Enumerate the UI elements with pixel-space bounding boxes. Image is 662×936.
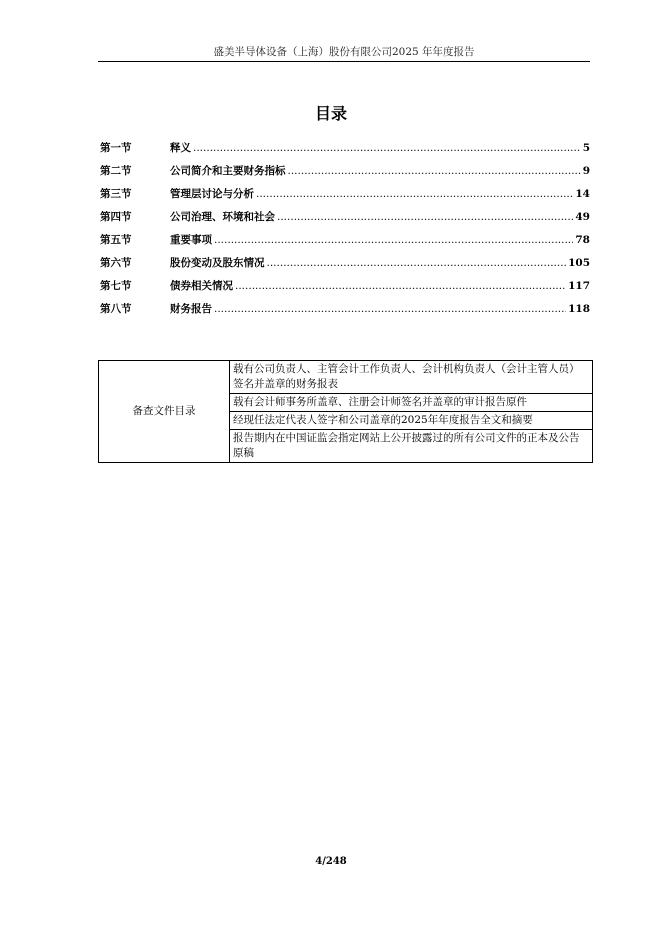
table-row — [99, 361, 593, 394]
toc-page-number: 118 — [568, 303, 590, 315]
toc-leader-dots — [214, 303, 566, 315]
toc-section-number: 第六节 — [100, 257, 132, 269]
toc-page-number: 5 — [582, 142, 590, 154]
toc-entry[interactable] — [100, 140, 590, 160]
page-header: 盛美半导体设备（上海）股份有限公司2025 年年度报告 — [213, 46, 475, 58]
header-rule — [98, 61, 590, 62]
toc-leader-dots — [277, 211, 573, 223]
toc-entry[interactable] — [100, 255, 590, 275]
reference-document-item: 载有会计师事务所盖章、注册会计师签名并盖章的审计报告原件 — [230, 394, 593, 412]
toc-page-number: 14 — [575, 188, 590, 200]
toc-page-number: 105 — [568, 257, 590, 269]
toc-page-number: 49 — [575, 211, 590, 223]
toc-section-number: 第七节 — [100, 280, 132, 292]
toc-leader-dots — [256, 188, 573, 200]
toc-leader-dots — [193, 142, 581, 154]
toc-section-number: 第五节 — [100, 234, 132, 246]
toc-section-number: 第二节 — [100, 165, 132, 177]
toc-title: 目录 — [314, 104, 347, 123]
reference-documents-table — [98, 360, 593, 463]
toc-entry[interactable] — [100, 209, 590, 229]
toc-section-number: 第三节 — [100, 188, 132, 200]
toc-entry[interactable] — [100, 232, 590, 252]
toc-section-number: 第四节 — [100, 211, 132, 223]
toc-section-name: 管理层讨论与分析 — [170, 188, 254, 200]
toc-section-number: 第八节 — [100, 303, 132, 315]
toc-leader-dots — [214, 234, 573, 246]
toc-section-name: 债券相关情况 — [170, 280, 233, 292]
reference-documents-label: 备查文件目录 — [99, 361, 230, 463]
toc-section-name: 释义 — [170, 142, 191, 154]
toc-entry[interactable] — [100, 278, 590, 298]
page-number: 4/248 — [315, 856, 347, 867]
toc-leader-dots — [235, 280, 566, 292]
toc-page-number: 78 — [575, 234, 590, 246]
reference-document-item: 经现任法定代表人签字和公司盖章的2025年年度报告全文和摘要 — [230, 412, 593, 430]
toc-section-name: 公司简介和主要财务指标 — [170, 165, 286, 177]
toc-section-name: 公司治理、环境和社会 — [170, 211, 275, 223]
toc-entry[interactable] — [100, 301, 590, 321]
toc-section-name: 财务报告 — [170, 303, 212, 315]
toc-entry[interactable] — [100, 186, 590, 206]
toc-section-name: 重要事项 — [170, 234, 212, 246]
reference-document-item: 载有公司负责人、主管会计工作负责人、会计机构负责人（会计主管人员）签名并盖章的财务报表 — [230, 361, 593, 394]
toc-section-name: 股份变动及股东情况 — [170, 257, 265, 269]
toc-entry[interactable] — [100, 163, 590, 183]
toc-section-number: 第一节 — [100, 142, 132, 154]
toc-page-number: 9 — [582, 165, 590, 177]
toc-leader-dots — [288, 165, 581, 177]
toc-page-number: 117 — [568, 280, 590, 292]
toc-leader-dots — [267, 257, 567, 269]
reference-document-item: 报告期内在中国证监会指定网站上公开披露过的所有公司文件的正本及公告原稿 — [230, 430, 593, 463]
